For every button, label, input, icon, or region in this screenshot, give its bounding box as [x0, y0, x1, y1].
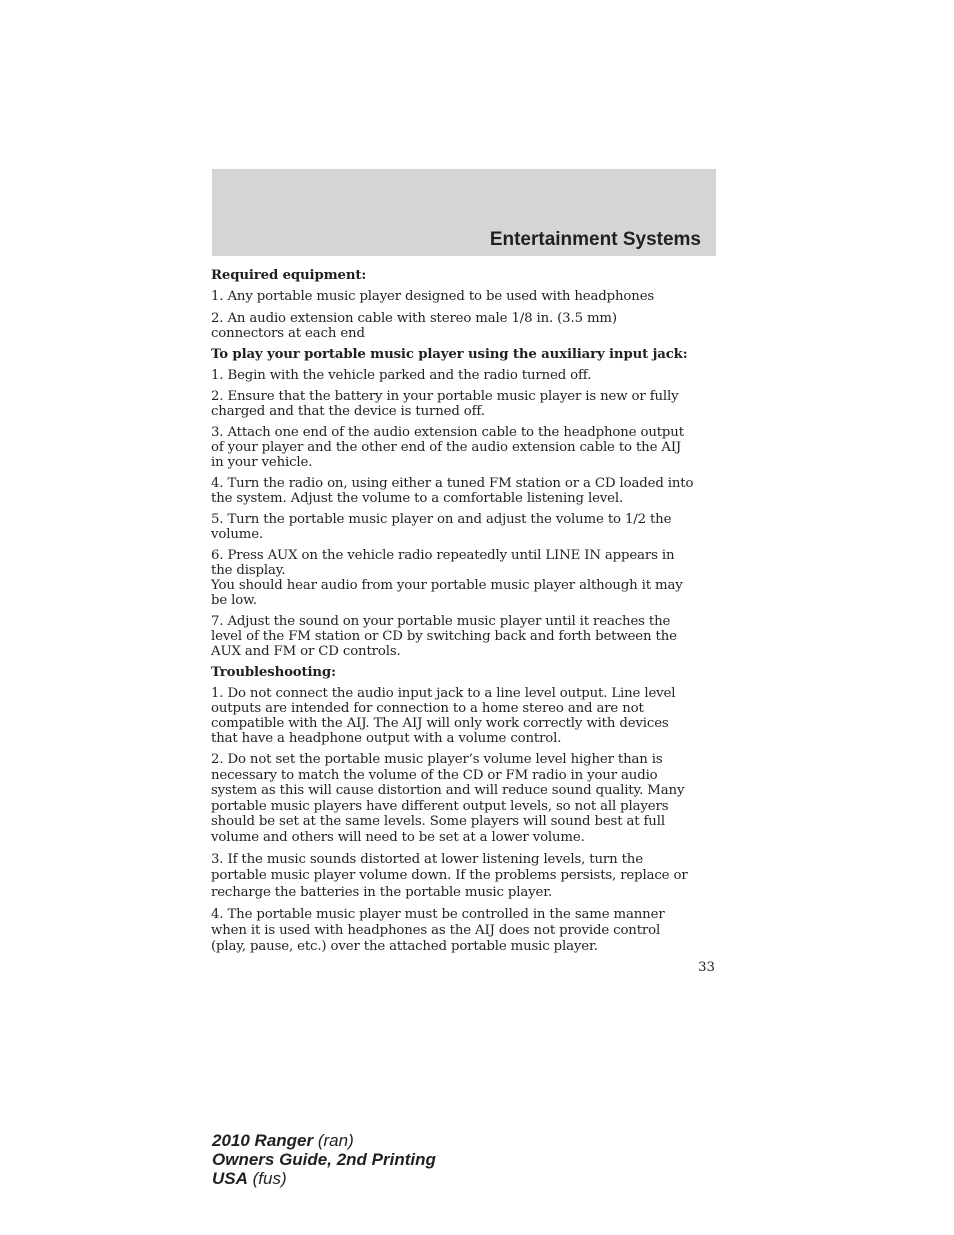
text-line: 2. An audio extension cable with stereo male 1/8 in. (3.5 mm) — [211, 311, 617, 326]
text-line: the system. Adjust the volume to a comfortable listening level. — [211, 491, 624, 506]
text-line: when it is used with headphones as the AIJ does not provide control — [211, 923, 661, 939]
paragraph — [211, 389, 721, 419]
footer-market-code: (fus) — [252, 1169, 287, 1188]
text-line: 1. Any portable music player designed to be used with headphones — [211, 289, 655, 304]
paragraph — [211, 907, 721, 955]
text-line: the display. — [211, 563, 286, 578]
text-line: compatible with the AIJ. The AIJ will only work correctly with devices — [211, 716, 669, 731]
troubleshooting-heading: Troubleshooting: — [211, 665, 336, 680]
text-line: level of the FM station or CD by switching back and forth between the — [211, 629, 677, 644]
text-line: 4. The portable music player must be controlled in the same manner — [211, 907, 665, 923]
text-line: system as this will cause distortion and will reduce sound quality. Many — [211, 783, 685, 799]
footer-line-model — [212, 1131, 436, 1150]
text-line: charged and that the device is turned off. — [211, 404, 485, 419]
paragraph — [211, 476, 721, 506]
text-line: be low. — [211, 593, 257, 608]
text-line: in your vehicle. — [211, 455, 313, 470]
text-line: 5. Turn the portable music player on and adjust the volume to 1/2 the — [211, 512, 672, 527]
section-header-band — [212, 169, 716, 256]
page-body — [211, 268, 721, 961]
text-line: 3. Attach one end of the audio extension cable to the headphone output — [211, 425, 684, 440]
footer-line-market — [212, 1169, 436, 1188]
text-line: outputs are intended for connection to a home stereo and are not — [211, 701, 644, 716]
paragraph — [211, 548, 721, 608]
text-line: 4. Turn the radio on, using either a tuned FM station or a CD loaded into — [211, 476, 694, 491]
text-line: volume. — [211, 527, 263, 542]
text-line: 6. Press AUX on the vehicle radio repeatedly until LINE IN appears in — [211, 548, 675, 563]
text-line: 3. If the music sounds distorted at lower listening levels, turn the — [211, 851, 643, 867]
footer-model-code: (ran) — [317, 1131, 354, 1150]
paragraph — [211, 512, 721, 542]
text-line: AUX and FM or CD controls. — [211, 644, 401, 659]
text-line: necessary to match the volume of the CD or FM radio in your audio — [211, 767, 658, 783]
text-line: 7. Adjust the sound on your portable music player until it reaches the — [211, 614, 671, 629]
paragraph — [211, 311, 721, 341]
play-instructions-heading: To play your portable music player using the auxiliary input jack: — [211, 347, 688, 362]
footer-guide: Owners Guide, 2nd Printing — [212, 1150, 436, 1169]
text-line: volume and others will need to be set at a lower volume. — [211, 829, 585, 845]
paragraph — [211, 686, 721, 746]
footer-model: 2010 Ranger — [212, 1131, 314, 1150]
paragraph — [211, 752, 721, 846]
footer-line-guide — [212, 1150, 436, 1169]
text-line: recharge the batteries in the portable music player. — [211, 884, 553, 900]
footer-imprint — [212, 1131, 436, 1188]
paragraph — [211, 614, 721, 659]
text-line: of your player and the other end of the audio extension cable to the AIJ — [211, 440, 682, 455]
text-line: portable music player volume down. If the problems persists, replace or — [211, 868, 688, 884]
paragraph — [211, 368, 721, 383]
text-line: 1. Do not connect the audio input jack to a line level output. Line level — [211, 686, 676, 701]
text-line: You should hear audio from your portable music player although it may — [211, 578, 683, 593]
paragraph — [211, 852, 721, 902]
paragraph — [211, 289, 721, 304]
text-line: 2. Do not set the portable music player’s volume level higher than is — [211, 752, 663, 767]
footer-market: USA — [212, 1169, 248, 1188]
text-line: that have a headphone output with a volume control. — [211, 731, 562, 746]
required-equipment-heading: Required equipment: — [211, 268, 367, 283]
page-number: 33 — [698, 960, 715, 975]
text-line: should be set at the same levels. Some players will sound best at full — [211, 814, 665, 830]
text-line: connectors at each end — [211, 326, 365, 341]
text-line: 2. Ensure that the battery in your portable music player is new or fully — [211, 389, 679, 404]
section-title: Entertainment Systems — [489, 229, 701, 250]
text-line: (play, pause, etc.) over the attached portable music player. — [211, 939, 598, 955]
text-line: portable music players have different output levels, so not all players — [211, 798, 669, 814]
paragraph — [211, 425, 721, 470]
text-line: 1. Begin with the vehicle parked and the radio turned off. — [211, 368, 592, 383]
